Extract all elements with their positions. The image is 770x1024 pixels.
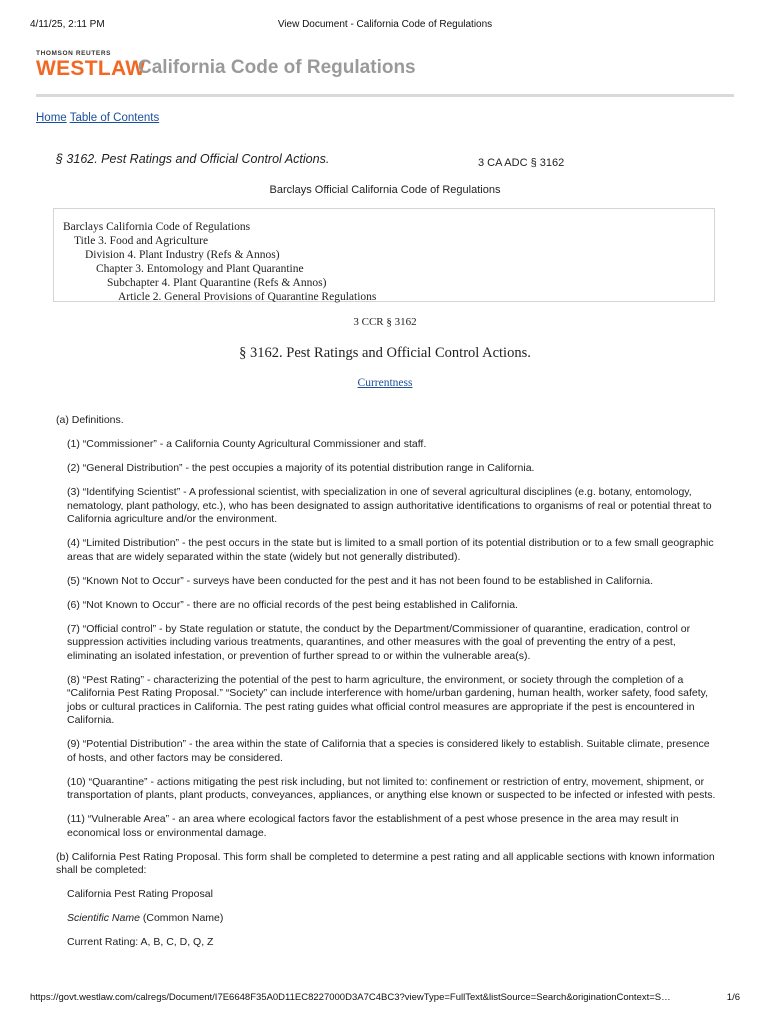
definition-item: (10) “Quarantine” - actions mitigating the pest risk including, but not limited to: confinement or restriction of entry, movement, shipment, or transportation of plants, plant products, conveyances, appliances, or anything else known or suspected to be infected or infested with pests. <box>67 775 716 801</box>
scientific-name-line <box>56 912 716 926</box>
form-title: California Pest Rating Proposal <box>67 888 213 900</box>
publication-name: Barclays Official California Code of Regulations <box>269 184 501 196</box>
ccr-citation: 3 CCR § 3162 <box>353 316 417 328</box>
hierarchy-level: Title 3. Food and Agriculture <box>74 235 209 247</box>
hierarchy-level: Barclays California Code of Regulations <box>63 221 251 233</box>
definition-item: (4) “Limited Distribution” - the pest occurs in the state but is limited to a small portion of its potential distribution or to a few small geographic areas that are widely separated within the state (widely but not generally distributed). <box>67 537 714 563</box>
current-rating-line: Current Rating: A, B, C, D, Q, Z <box>67 936 214 948</box>
print-date: 4/11/25, 2:11 PM <box>30 19 105 30</box>
currentness-link[interactable]: Currentness <box>357 377 413 389</box>
subsection-b: (b) California Pest Rating Proposal. This form shall be completed to determine a pest rating and all applicable sections with known information shall be completed: <box>56 850 715 876</box>
breadcrumb <box>36 112 159 124</box>
definition-item: (11) “Vulnerable Area” - an area where ecological factors favor the establishment of a pest whose presence in the area may result in economical loss or environmental damage. <box>67 813 679 839</box>
citation: 3 CA ADC § 3162 <box>478 157 565 169</box>
definition-item: (9) “Potential Distribution” - the area within the state of California that a species is considered likely to establish. Suitable climate, presence of hosts, and other factors may be considered. <box>67 738 710 764</box>
hierarchy-level: Chapter 3. Entomology and Plant Quarantine <box>96 263 304 275</box>
document-body <box>56 414 716 960</box>
hierarchy-level: Subchapter 4. Plant Quarantine (Refs & Annos) <box>107 277 327 289</box>
section-title: § 3162. Pest Ratings and Official Control Actions. <box>239 345 531 361</box>
definition-item: (6) “Not Known to Occur” - there are no official records of the pest being established in California. <box>67 598 518 611</box>
currentness-container <box>0 377 770 389</box>
definition-item: (8) “Pest Rating” - characterizing the potential of the pest to harm agriculture, the environment, or society through the completion of a “California Pest Rating Proposal.” “Society” can include interference with home/urban gardening, human health, worker safety, food safety, jobs or cultural practices in California. The pest rating guides what official control measures are appropriate if the pest is encountered in California. <box>67 673 709 726</box>
westlaw-logo[interactable] <box>36 50 145 80</box>
subsection-a: (a) Definitions. <box>56 414 124 426</box>
table-of-contents-link[interactable]: Table of Contents <box>69 112 160 124</box>
site-title: California Code of Regulations <box>138 57 416 78</box>
hierarchy-level: Division 4. Plant Industry (Refs & Annos) <box>85 249 280 261</box>
page-number: 1/6 <box>726 992 740 1003</box>
document-heading: § 3162. Pest Ratings and Official Control Actions. <box>56 152 330 166</box>
hierarchy-box <box>53 208 715 302</box>
page-url: https://govt.westlaw.com/calregs/Document/I7E6648F35A0D11EC8227000D3A7C4BC3?viewType=FullText&listSource=Search&originationContext=S… <box>30 992 671 1003</box>
definition-item: (1) “Commissioner” - a California County Agricultural Commissioner and staff. <box>67 438 427 450</box>
print-page-title: View Document - California Code of Regulations <box>277 19 493 30</box>
common-name-label: (Common Name) <box>139 912 224 924</box>
hierarchy-level: Article 2. General Provisions of Quarantine Regulations <box>118 291 377 303</box>
definition-item: (3) “Identifying Scientist” - A professional scientist, with specialization in one of several agricultural disciplines (e.g. botany, entomology, nematology, plant pathology, etc.), who has been designated to assign authoritative identifications to organisms of real or potential threat to California agriculture and/or the environment. <box>67 486 712 525</box>
definition-item: (7) “Official control” - by State regulation or statute, the conduct by the Department/Commissioner of quarantine, eradication, control or suppression activities including various treatments, quarantines, and other measures with the goal of preventing the entry of a pest, eliminating an isolated infestation, or prevention of further spread to or within the vulnerable area(s). <box>67 622 691 662</box>
scientific-name-label: Scientific Name <box>67 912 140 924</box>
home-link[interactable]: Home <box>36 112 67 124</box>
definition-item: (2) “General Distribution” - the pest occupies a majority of its potential distribution range in California. <box>67 462 535 474</box>
header-divider <box>36 94 734 97</box>
definition-item: (5) “Known Not to Occur” - surveys have been conducted for the pest and it has not been found to be established in California. <box>67 574 654 587</box>
westlaw-wordmark: WESTLAW <box>36 57 146 80</box>
publisher-name: THOMSON REUTERS <box>36 50 112 57</box>
